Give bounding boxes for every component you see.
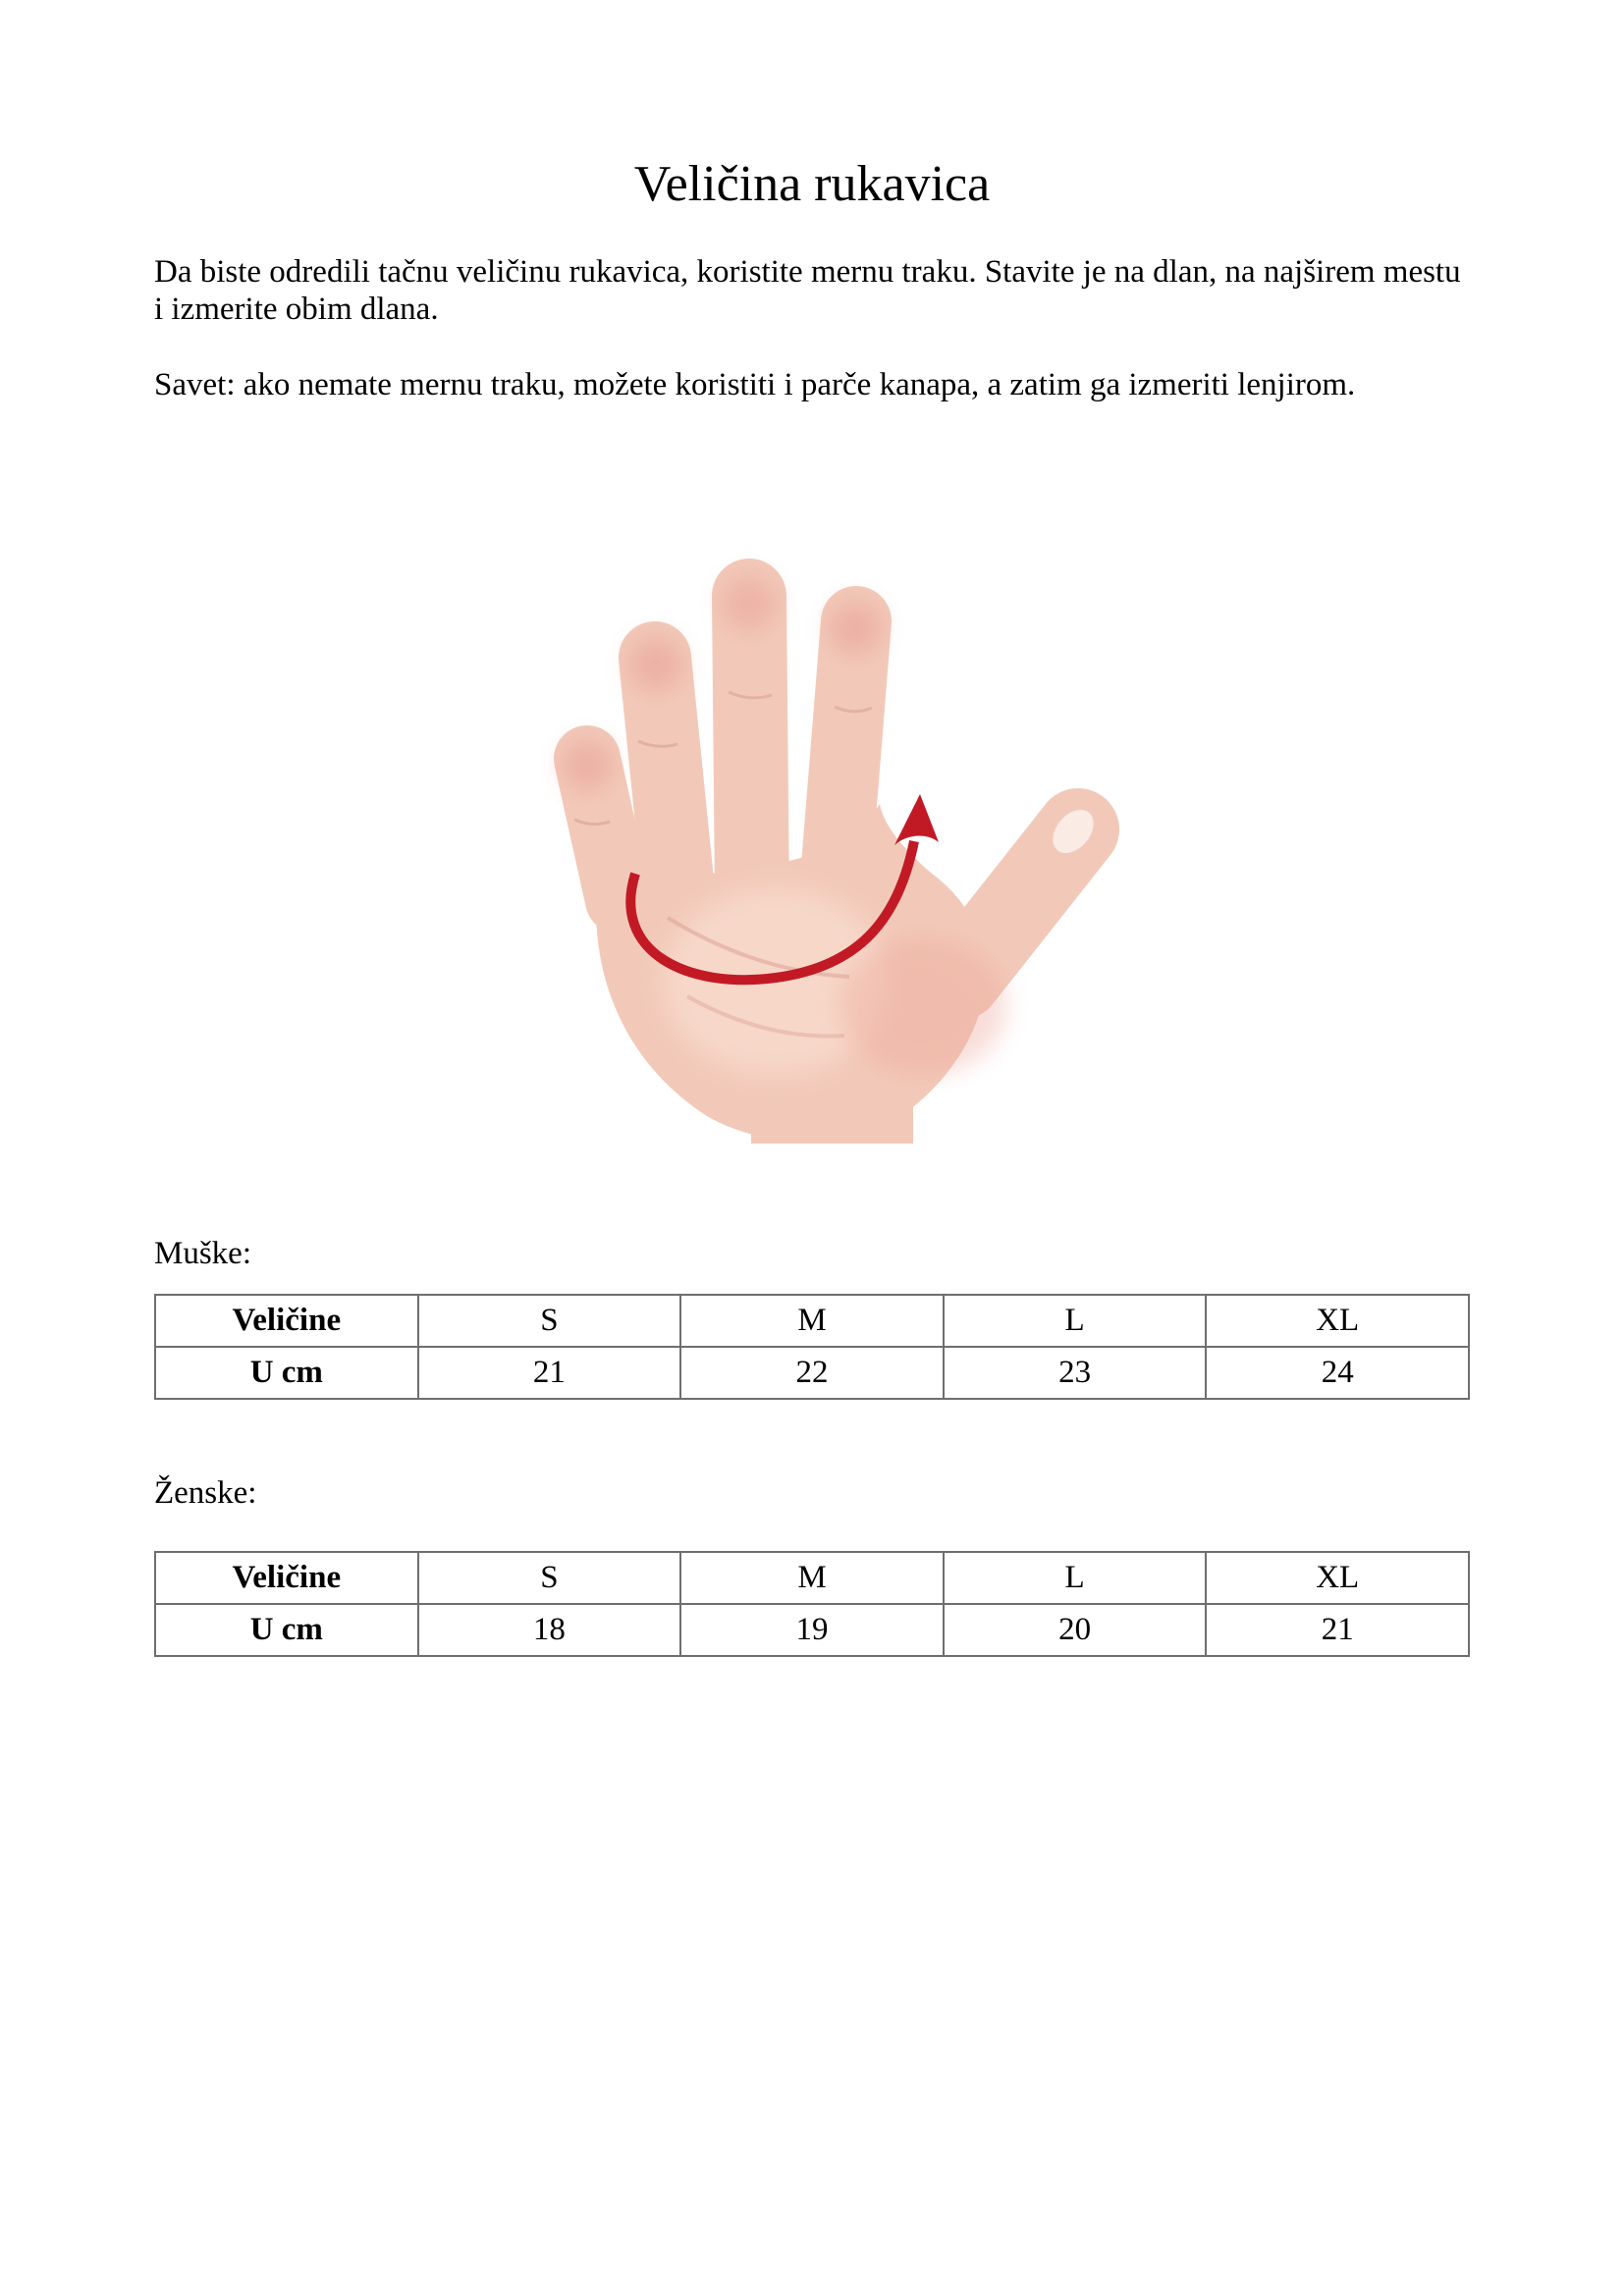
men-sizes-table (154, 1294, 1470, 1400)
table-header-cell: L (944, 1552, 1207, 1604)
intro-paragraph: Da biste odredili tačnu veličinu rukavica, koristite mernu traku. Stavite je na dlan, na najširem mestu i izmerite obim dlana. (154, 254, 1461, 327)
men-section-label: Muške: (154, 1236, 251, 1271)
table-header-cell: Veličine (155, 1295, 418, 1347)
table-header-cell: XL (1206, 1552, 1469, 1604)
table-value-cell: 21 (1206, 1604, 1469, 1656)
table-value-row (155, 1347, 1469, 1399)
women-section-label: Ženske: (154, 1475, 257, 1511)
tip-paragraph: Savet: ako nemate mernu traku, možete koristiti i parče kanapa, a zatim ga izmeriti lenjirom. (154, 367, 1356, 402)
table-value-cell: 22 (680, 1347, 944, 1399)
table-header-row (155, 1552, 1469, 1604)
table-header-cell: M (680, 1552, 944, 1604)
table-header-cell: S (418, 1295, 681, 1347)
table-value-cell: 18 (418, 1604, 681, 1656)
table-value-cell: 21 (418, 1347, 681, 1399)
hand-measurement-illustration (540, 535, 1119, 1144)
page-title: Veličina rukavica (633, 156, 991, 212)
women-sizes-table (154, 1551, 1470, 1657)
table-header-cell: XL (1206, 1295, 1469, 1347)
table-value-cell: 24 (1206, 1347, 1469, 1399)
table-row-label-cell: U cm (155, 1604, 418, 1656)
table-header-row (155, 1295, 1469, 1347)
hand-shape (562, 576, 1102, 1144)
table-header-cell: S (418, 1552, 681, 1604)
table-value-cell: 19 (680, 1604, 944, 1656)
table-header-cell: Veličine (155, 1552, 418, 1604)
table-header-cell: L (944, 1295, 1207, 1347)
table-header-cell: M (680, 1295, 944, 1347)
table-row-label-cell: U cm (155, 1347, 418, 1399)
table-value-row (155, 1604, 1469, 1656)
table-value-cell: 20 (944, 1604, 1207, 1656)
table-value-cell: 23 (944, 1347, 1207, 1399)
